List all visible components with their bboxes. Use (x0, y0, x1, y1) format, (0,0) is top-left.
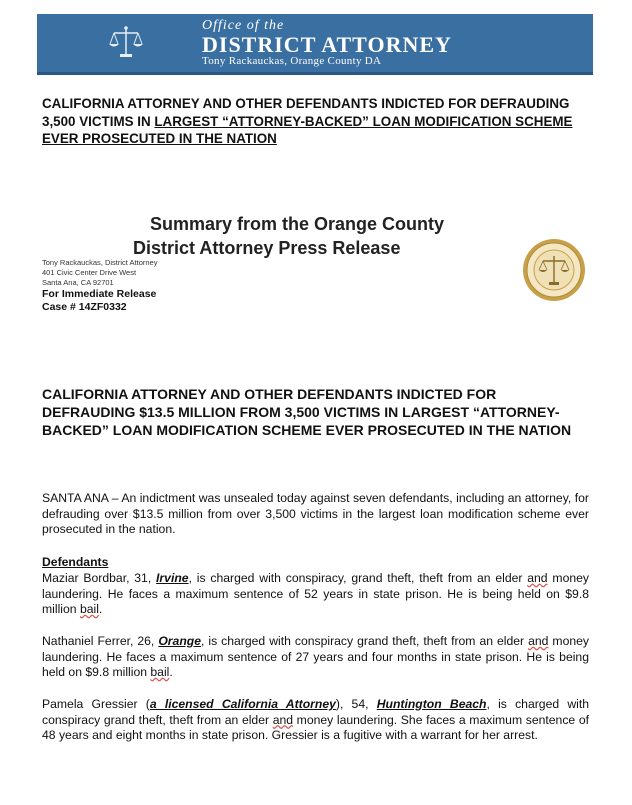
banner-office-label: Office of the (202, 18, 285, 33)
defendant-sentence: money laundering. He faces a maximum sentence of 52 years in state prison. He is being held on $9.8 million (42, 571, 589, 616)
scales-of-justice-icon (106, 22, 146, 62)
defendant-paragraph (42, 697, 589, 744)
headline-main: CALIFORNIA ATTORNEY AND OTHER DEFENDANTS INDICTED FOR DEFRAUDING $13.5 MILLION FROM 3,500 VICTIMS IN LARGEST “ATTORNEY-BACKED” LOAN MODIFICATION SCHEME EVER PROSECUTED IN THE NATION (42, 386, 572, 439)
defendant-bail: bail (150, 665, 170, 679)
defendant-charges: , is charged with conspiracy, grand theft, theft from an elder (188, 571, 528, 585)
summary-line-1: Summary from the Orange County (150, 214, 445, 234)
summary-line-2: District Attorney Press Release (133, 238, 401, 258)
headline-top (42, 95, 592, 148)
defendant-bail: bail (79, 602, 99, 616)
defendant-end: . (98, 602, 103, 616)
headline-top-underlined: LARGEST “ATTORNEY-BACKED” LOAN MODIFICATION SCHEME EVER PROSECUTED IN THE NATION (42, 113, 573, 146)
header-banner (37, 14, 593, 75)
defendant-age: ), 54, (335, 697, 377, 711)
intro-paragraph: SANTA ANA – An indictment was unsealed today against seven defendants, including an attorney, for defrauding over $13.5 million from over 3,500 victims in the largest loan modification scheme ever prosecuted in the nation. (42, 491, 589, 536)
defendant-sentence: money laundering. She faces a maximum sentence of 48 years and eight months in state prison. Gressier is a fugitive with a warrant for her arrest. (42, 712, 589, 742)
defendant-note: a licensed California Attorney (149, 697, 336, 711)
headline-top-text: CALIFORNIA ATTORNEY AND OTHER DEFENDANTS INDICTED FOR DEFRAUDING 3,500 VICTIMS IN (42, 96, 570, 129)
defendant-and: and (528, 634, 549, 648)
defendant-charges: , is charged with conspiracy grand theft, theft from an elder (42, 697, 590, 727)
case-number: Case # 14ZF0332 (42, 301, 127, 313)
defendant-paragraph (42, 571, 589, 618)
address-line-2: 401 Civic Center Drive West (42, 268, 137, 277)
defendant-paragraph (42, 634, 589, 681)
release-info (42, 288, 156, 314)
defendant-and: and (527, 571, 548, 585)
immediate-release-label: For Immediate Release (42, 288, 157, 300)
defendant-name: Nathaniel Ferrer, 26, (42, 634, 159, 648)
defendant-city: Irvine (156, 571, 189, 585)
defendant-city: Orange (158, 634, 201, 648)
da-address (42, 258, 157, 288)
address-line-1: Tony Rackauckas, District Attorney (42, 258, 158, 267)
defendant-name: Maziar Bordbar, 31, (42, 571, 157, 585)
defendants-heading: Defendants (42, 555, 109, 569)
defendant-name: Pamela Gressier ( (42, 697, 150, 711)
address-line-3: Santa Ana, CA 92701 (42, 278, 114, 287)
banner-subtitle: Tony Rackauckas, Orange County DA (202, 55, 382, 67)
defendant-city: Huntington Beach (376, 697, 487, 711)
defendant-charges: , is charged with conspiracy grand theft, theft from an elder (200, 634, 529, 648)
da-seal-icon (522, 238, 586, 302)
defendant-sentence: money laundering. He faces a maximum sentence of 27 years and four months in state prison. He is being held on $9.8 million (42, 634, 590, 679)
defendant-and: and (272, 712, 294, 727)
banner-title: DISTRICT ATTORNEY (202, 32, 452, 57)
defendant-end: . (169, 665, 173, 679)
